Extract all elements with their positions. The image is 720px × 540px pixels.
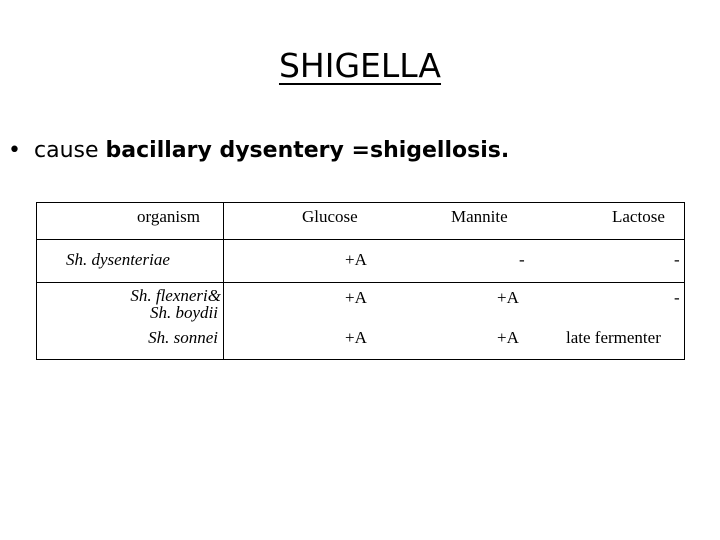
header-mannite: Mannite <box>451 207 508 226</box>
row2-organism-line2: Sh. boydii <box>150 303 218 322</box>
row1-lactose: - <box>674 250 680 269</box>
page-title <box>0 44 720 88</box>
row2-organism-line1: Sh. flexneri& <box>130 286 221 305</box>
bullet-icon: • <box>8 138 21 163</box>
table-row-divider <box>37 282 684 283</box>
header-organism: organism <box>137 207 200 226</box>
bullet-prefix: cause <box>34 138 106 163</box>
row2-mannite: +A <box>497 288 519 307</box>
header-glucose: Glucose <box>302 207 358 226</box>
row1-mannite: - <box>519 250 525 269</box>
row2-lactose: - <box>674 288 680 307</box>
row3-organism: Sh. sonnei <box>148 328 218 347</box>
title-text: SHIGELLA <box>278 46 442 85</box>
fermentation-table <box>36 202 685 360</box>
table-col-divider <box>223 203 224 359</box>
row3-lactose: late fermenter <box>566 328 661 347</box>
row1-organism: Sh. dysenteriae <box>66 250 170 269</box>
row3-mannite: +A <box>497 328 519 347</box>
row1-glucose: +A <box>345 250 367 269</box>
bullet-bold-text: bacillary dysentery <box>105 138 344 163</box>
header-lactose: Lactose <box>612 207 665 226</box>
row2-glucose: +A <box>345 288 367 307</box>
bullet-suffix: =shigellosis. <box>343 138 510 163</box>
row3-glucose: +A <box>345 328 367 347</box>
table-header-divider <box>37 239 684 240</box>
bullet-text <box>34 134 509 168</box>
